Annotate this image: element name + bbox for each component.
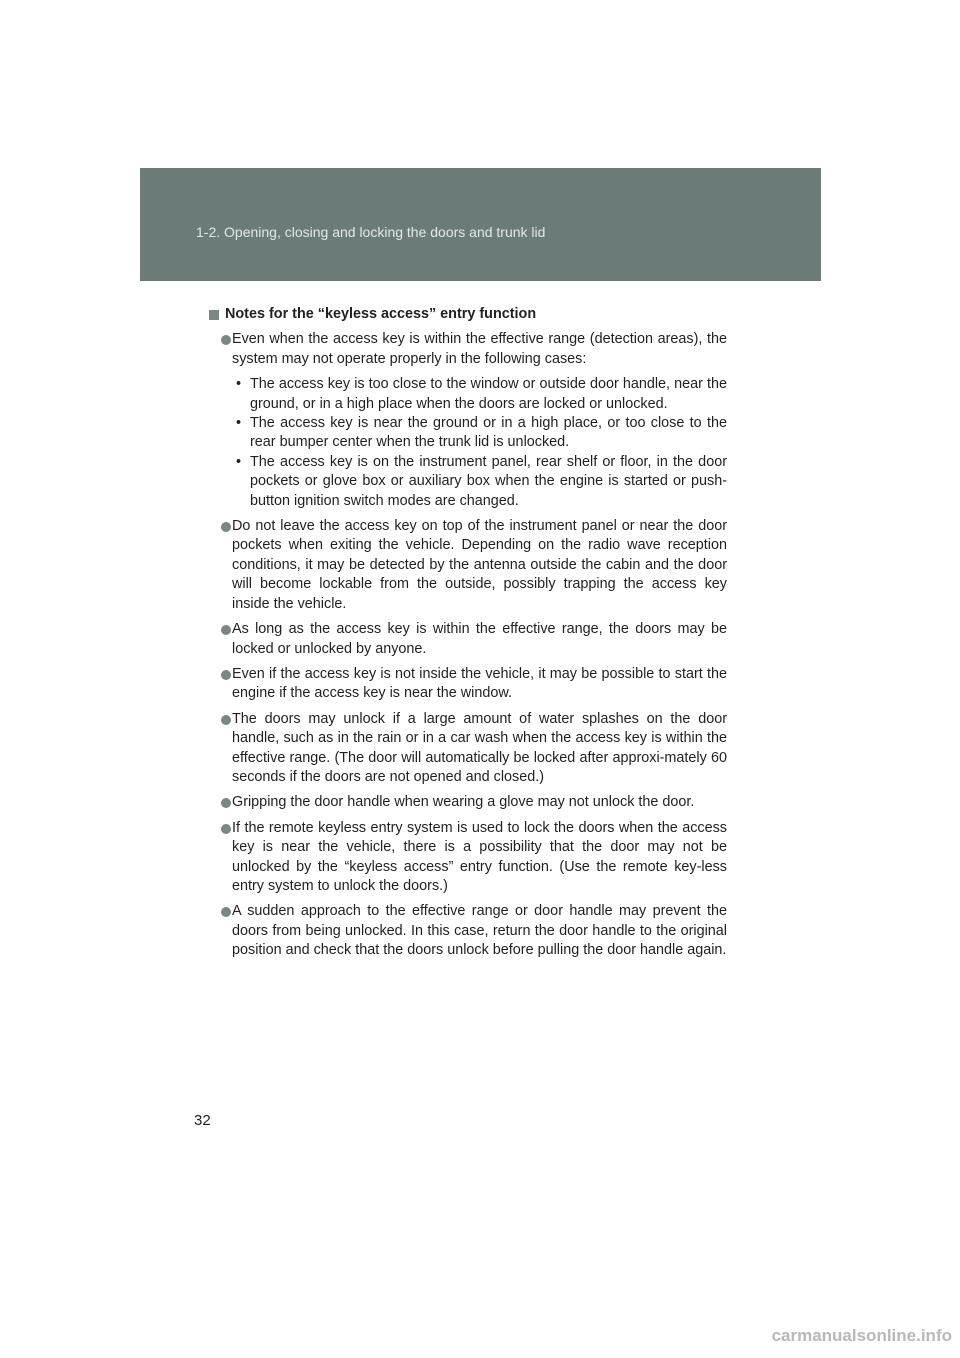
section-title: 1-2. Opening, closing and locking the doors and trunk lid (196, 224, 546, 240)
circle-bullet-icon (221, 670, 231, 680)
sub-item-text: The access key is on the instrument panel, rear shelf or floor, in the door pockets or glove box or auxiliary box when the engine is started or push-button ignition switch modes are changed. (250, 453, 727, 509)
main-content (209, 305, 727, 967)
bullet-text: Even when the access key is within the effective range (detection areas), the system may not operate properly in the following cases: (232, 331, 727, 367)
sub-list-item (232, 375, 727, 414)
bullet-item (209, 819, 727, 897)
bullet-text: Gripping the door handle when wearing a glove may not unlock the door. (232, 794, 695, 811)
bullet-item (209, 620, 727, 659)
sub-list (232, 375, 727, 511)
dot-marker-icon: • (236, 415, 242, 432)
circle-bullet-icon (221, 335, 231, 345)
bullet-text: If the remote keyless entry system is used to lock the doors when the access key is near the vehicle, there is a possibility that the door may not be unlocked by the “keyless access” entry function. (Use the remote key-less entry system to unlock the doors.) (232, 819, 727, 894)
dot-marker-icon: • (236, 453, 242, 470)
dot-marker-icon: • (236, 376, 242, 393)
bullet-item (209, 902, 727, 960)
circle-bullet-icon (221, 625, 231, 635)
square-bullet-icon (209, 310, 219, 320)
bullet-text: The doors may unlock if a large amount of water splashes on the door handle, such as in the rain or in a car wash when the access key is within the effective range. (The door will automatically be locked after approxi-mately 60 seconds if the doors are not opened and closed.) (232, 710, 727, 785)
bullet-text: Even if the access key is not inside the vehicle, it may be possible to start the engine if the access key is near the window. (232, 665, 727, 702)
sub-item-text: The access key is near the ground or in a high place, or too close to the rear bumper center when the trunk lid is unlocked. (250, 415, 727, 451)
bullet-item (209, 793, 727, 812)
circle-bullet-icon (221, 522, 231, 532)
bullet-text: As long as the access key is within the effective range, the doors may be locked or unlocked by anyone. (232, 621, 727, 657)
bullet-item (209, 710, 727, 788)
bullet-text: A sudden approach to the effective range or door handle may prevent the doors from being unlocked. In this case, return the door handle to the original position and check that the doors unlock before pulling the door handle again. (232, 903, 727, 959)
page-number: 32 (194, 1112, 211, 1129)
circle-bullet-icon (221, 824, 231, 834)
sub-item-text: The access key is too close to the window or outside door handle, near the ground, or in a high place when the doors are locked or unlocked. (250, 376, 727, 412)
watermark: carmanualsonline.info (771, 1326, 952, 1345)
notes-heading (209, 305, 727, 324)
bullet-item (209, 330, 727, 369)
bullet-item (209, 517, 727, 614)
bullet-text: Do not leave the access key on top of the instrument panel or near the door pockets when exiting the vehicle. Depending on the radio wave reception conditions, it may be detected by the antenna outside the cabin and the door will become lockable from the outside, possibly trapping the access key inside the vehicle. (232, 518, 727, 612)
sub-list-item (232, 414, 727, 453)
sub-list-item (232, 453, 727, 511)
circle-bullet-icon (221, 715, 231, 725)
circle-bullet-icon (221, 798, 231, 808)
circle-bullet-icon (221, 907, 231, 917)
notes-heading-text: Notes for the “keyless access” entry function (225, 306, 537, 322)
bullet-item (209, 665, 727, 704)
